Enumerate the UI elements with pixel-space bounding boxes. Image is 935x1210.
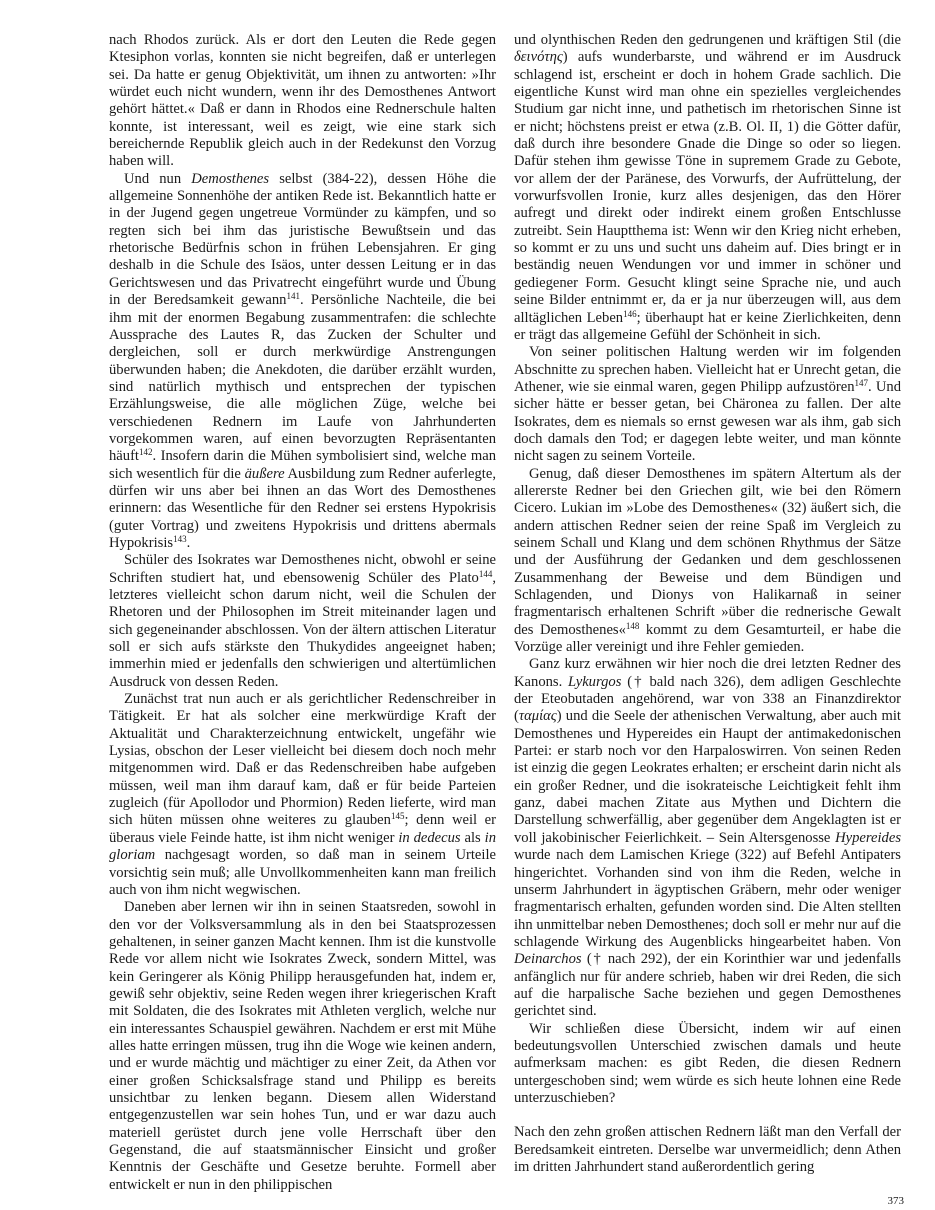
italic-text: Lykurgos (568, 673, 622, 690)
text-run: . (186, 534, 191, 551)
text-run: selbst (384-22), dessen Höhe die allgemeine Sonnenhöhe der antiken Rede ist. Bekanntlich hatte er in der Jugend gegen ungetreue Vormünder zu kämpfen, und so regten sich bei ihm das juristische Bewußtsein und das rhetorische Bedürfnis schon in frühen Lebensjahren. Er ging deshalb in die Schule des Isäos, unter dessen Leitung er in das Gerichtswesen und das Privatrecht eingeführt wurde und Übung in der Beredsamkeit gewann (109, 170, 496, 309)
text-run: Genug, daß dieser Demosthenes im spätern Altertum als der allererste Redner bei den Griechen gilt, wie bei den Römern Cicero. Lukian im »Lobe des Demosthenes« (32) äußert sich, die andern attischen Redner seien der reine Spaß im Vergleich zu seinem Schall und Klang und dem schönen Rhythmus der Sätze und der Ausführung der Gedanken und dem geschlossenen Zusammenhang der Beweise und dem Bündigen und Schlagenden, und Dionys von Halikarnaß in seiner fragmentarisch erhaltenen Schrift »über die rednerische Gewalt des Demosthenes« (514, 465, 901, 638)
paragraph (514, 466, 901, 657)
footnote-ref: 146 (623, 308, 637, 319)
footnote-ref: 145 (390, 811, 405, 822)
right-column (514, 32, 901, 1176)
text-run: , letzteres vielleicht schon darum nicht, weil die Schulen der Rhetoren und der Philosophen im Streit miteinander lagen und sich gegeneinander abschlossen. Von der ältern attischen Literatur soll er sich aufs stärkste den Thukydides angeeignet haben; immerhin mied er jedenfalls den schwierigen und altertümlichen Ausdruck von dessen Reden. (109, 569, 496, 690)
text-run: († nach 292), der ein Korinthier war und jedenfalls anfänglich nur für andere schrieb, haben wir drei Reden, die sich auf die harpalische Sache beziehen und gegen Demosthenes gerichtet sind. (514, 951, 901, 1020)
left-column (109, 32, 496, 1194)
italic-text: in dedecus (398, 829, 461, 846)
text-run: . Und sicher hätte er besser getan, bei Chäronea zu fallen. Der alte Isokrates, dem es niemals so ernst gewesen war als ihm, gab sich doch damals den Tod; er dagegen lebte weiter, und man könnte nicht sagen zu seinem Vorteile. (514, 378, 901, 465)
text-run: als (460, 829, 485, 846)
paragraph (109, 552, 496, 691)
text-run: nach Rhodos zurück. Als er dort den Leuten die Rede gegen Ktesiphon vorlas, konnten sie nicht begreifen, daß er unterlegen sei. Da hatte er genug Objektivität, um ihnen zu antworten: »Ihr würdet euch nicht wundern, wenn ihr des Demosthenes Antwort gehört hättet.« Daß er dann in Rhodos eine Rednerschule halten konnte, ist interessant, weil es zeigt, wie eine stark sich bereichernde Republik gleich auch in der Redekunst den Vorzug haben will. (109, 32, 496, 170)
footnote-ref: 148 (625, 620, 640, 631)
text-run: ) und die Seele der athenischen Verwaltung, aber auch mit Demosthenes und Hypereides ein Haupt der antimakedonischen Partei: er starb noch vor den Harpaloswirren. Von seinen Reden ist einzig die gegen Leokrates erhalten; er erscheint darin nicht als ein großer Redner, und die isokrateische Leichtigkeit fehlt ihm ganz, dabei machen Zitate aus Mythen und Dichtern die Darstellung schwerfällig, aber gegenüber dem Angeklagten ist er voll jakobinischer Feierlichkeit. – Sein Altersgenosse (514, 708, 901, 846)
page-number: 373 (887, 1195, 904, 1207)
italic-text: δεινότης (514, 49, 563, 66)
text-run: kommt zu dem Gesamturteil, er habe die Vorzüge aller vereinigt und ihre Fehler gemieden. (514, 621, 902, 656)
text-run: . Persönliche Nachteile, die bei ihm mit der enormen Begabung zusammentrafen: die schlechte Aussprache des Lautes R, das Zucken der Schulter und dergleichen, soll er durch merkwürdige Anstrengungen überwunden haben; die Anekdoten, die darüber erzählt wurden, sind natürlich mythisch und entsprechen der typischen Erzählungsweise, die alle möglichen Züge, welche bei verschiedenen Rednern im Laufe von Jahrhunderten vorgekommen waren, auf einen bevorzugten Repräsentanten häuft (109, 292, 496, 465)
paragraph (514, 1021, 901, 1108)
footnote-ref: 143 (173, 533, 187, 544)
footnote-ref: 147 (854, 377, 869, 388)
italic-text: Demosthenes (191, 170, 270, 187)
text-run: nachgesagt worden, so daß man in seinem Urteile vorsichtig sein muß; alle Unvollkommenheiten kann man freilich auch von ihm nicht wegwischen. (109, 847, 496, 898)
footnote-ref: 144 (478, 568, 493, 579)
paragraph (109, 32, 496, 171)
text-run: Und nun (124, 170, 192, 187)
paragraph (514, 344, 901, 465)
text-run: . Insofern darin die Mühen symbolisiert sind, welche man sich wesentlich für die (109, 448, 496, 482)
text-run: Daneben aber lernen wir ihn in seinen Staatsreden, sowohl in den vor der Volksversammlung als in den bei Staatsprozessen gehaltenen, in seiner ganzen Macht kennen. Ihm ist die kunstvolle Rede vor allem nicht wie Isokrates Zweck, sondern Mittel, was kein Geringerer als König Philipp herausgefunden hat, indem er, gewiß sehr objektiv, seine Reden wegen ihrer kriegerischen Kraft mit Soldaten, die des Isokrates mit Athleten verglich, welche nur ein interessantes Schauspiel gewähren. Nachdem er erst mit Mühe alles hatte erringen müssen, trug ihn die Woge wie keinen andern, und er wurde mächtig und mächtiger zu einer Zeit, da Athen vor einer großen Schicksalsfrage stand und Philipp es bereits unsichtbar zu lenken begann. Diesem allen Widerstand entgegenzustellen war sein hohes Tun, und er war dazu auch materiell gerüstet durch jene volle Herrschaft über den Gegenstand, die auf staatsmännischer Einsicht und großer Kenntnis der Geschäfte und Gesetze beruhte. Formell aber entwickelt er nun in den philippischen (109, 899, 497, 1193)
text-run: ; denn weil er überaus viele Feinde hatte, ist ihm nicht weniger (109, 812, 496, 846)
paragraph (109, 691, 496, 899)
paragraph (514, 656, 901, 1020)
footnote-ref: 142 (139, 447, 153, 458)
italic-text: Hypereides (835, 829, 901, 846)
text-run: Ganz kurz erwähnen wir hier noch die drei letzten Redner des Kanons. (514, 656, 901, 690)
paragraph (109, 899, 496, 1194)
paragraph (109, 171, 496, 553)
text-run: ; überhaupt hat er keine Zierlichkeiten, denn er trägt das allgemeine Gefühl der Schönheit in sich. (514, 309, 902, 343)
text-run: Wir schließen diese Übersicht, indem wir auf einen bedeutungsvollen Unterschied zwischen damals und heute aufmerksam machen: es gibt Reden, die diesen Rednern untergeschoben sind; wem würde es sich heute lohnen eine Rede unterzuschieben? (514, 1020, 901, 1106)
paragraph (514, 1124, 901, 1176)
paragraph (514, 32, 901, 344)
text-run: Ausbildung zum Redner auferlegte, dürfen wir uns aber bei ihnen an das Wort des Demosthenes erinnern: das Wesentliche für den Redner sei erstens Hypokrisis (guter Vortrag) und zweitens Hypokrisis und drittens abermals Hypokrisis (109, 465, 496, 551)
text-run: Nach den zehn großen attischen Rednern läßt man den Verfall der Beredsamkeit eintreten. Derselbe war unvermeidlich; denn Athen im dritten Jahrhundert stand außerordentlich gering (514, 1124, 901, 1175)
text-run: Von seiner politischen Haltung werden wir im folgenden Abschnitte zu sprechen haben. Vielleicht hat er Unrecht getan, die Athener, wie sie einmal waren, gegen Philipp aufzustören (514, 344, 901, 395)
italic-text: ταμίας (518, 708, 557, 725)
text-run: Schüler des Isokrates war Demosthenes nicht, obwohl er seine Schriften studiert hat, und ebensowenig Schüler des Plato (109, 552, 496, 586)
italic-text: in gloriam (109, 829, 496, 864)
footnote-ref: 141 (286, 291, 300, 302)
text-run: und olynthischen Reden den gedrungenen und kräftigen Stil (die (514, 32, 901, 48)
text-run: ) aufs wunderbarste, und während er im Ausdruck schlagend ist, erscheint er doch in hohem Grade sachlich. Die eigentliche Kunst wird man ohne ein spezielles vergleichendes Studium gar nicht inne, und pathetisch im rhetorischen Sinne ist er nicht; höchstens preist er etwa (z.B. Ol. II, 1) die Götter dafür, daß durch ihre besondere Gnade die Dinge so oder so liegen. Dafür stehen ihm gewisse Töne in supremem Grade zu Gebote, vor allem der der Paränese, des Vorwurfs, der Aufrüttelung, der vorwurfsvollen Ironie, kurz alles desjenigen, das den Hörer aufregt und direkt oder indirekt einem großen Entschlusse zutreibt. Sein Hauptthema ist: Wenn wir den Krieg nicht erheben, so kommt er zu uns und sucht uns daheim auf. Dies bringt er in beständig neuen Wendungen vor und immer in schöner und gediegener Form. Gesucht klingt seine Sprache nie, und auch seine Bilder entnimmt er, da er ja nur überzeugen will, aus dem alltäglichen Leben (514, 49, 901, 326)
text-run: († bald nach 326), dem adligen Geschlechte der Eteobutaden angehörend, war von 338 an Finanzdirektor ( (514, 673, 901, 725)
italic-text: äußere (244, 465, 285, 482)
text-run: Zunächst trat nun auch er als gerichtlicher Redenschreiber in Tätigkeit. Er hat als solcher eine merkwürdige Kraft der Aktualität und Charakterzeichnung entwickelt, ungefähr wie Lysias, obschon der Leser vielleicht bei diesem doch noch mehr mitgenommen wird. Daß er das Redenschreiben habe aufgeben müssen, weil man ihm darauf kam, daß er für beide Parteien zugleich (für Apollodor und Phormion) Reden lieferte, wird man sich hüten müssen ohne weiteres zu glauben (109, 691, 496, 829)
italic-text: Deinarchos (514, 951, 582, 968)
text-run: wurde nach dem Lamischen Kriege (322) auf Befehl Antipaters hingerichtet. Vorhanden sind von ihm die Reden, welche in unserm Jahrhundert in ägyptischen Gräbern, mehr oder weniger fragmentarisch erhalten, gefunden worden sind. Die Alten stellten ihn unmittelbar neben Demosthenes; doch soll er mehr nur auf die schlagende Wirkung des Augenblicks hingearbeitet haben. Von (514, 847, 901, 950)
